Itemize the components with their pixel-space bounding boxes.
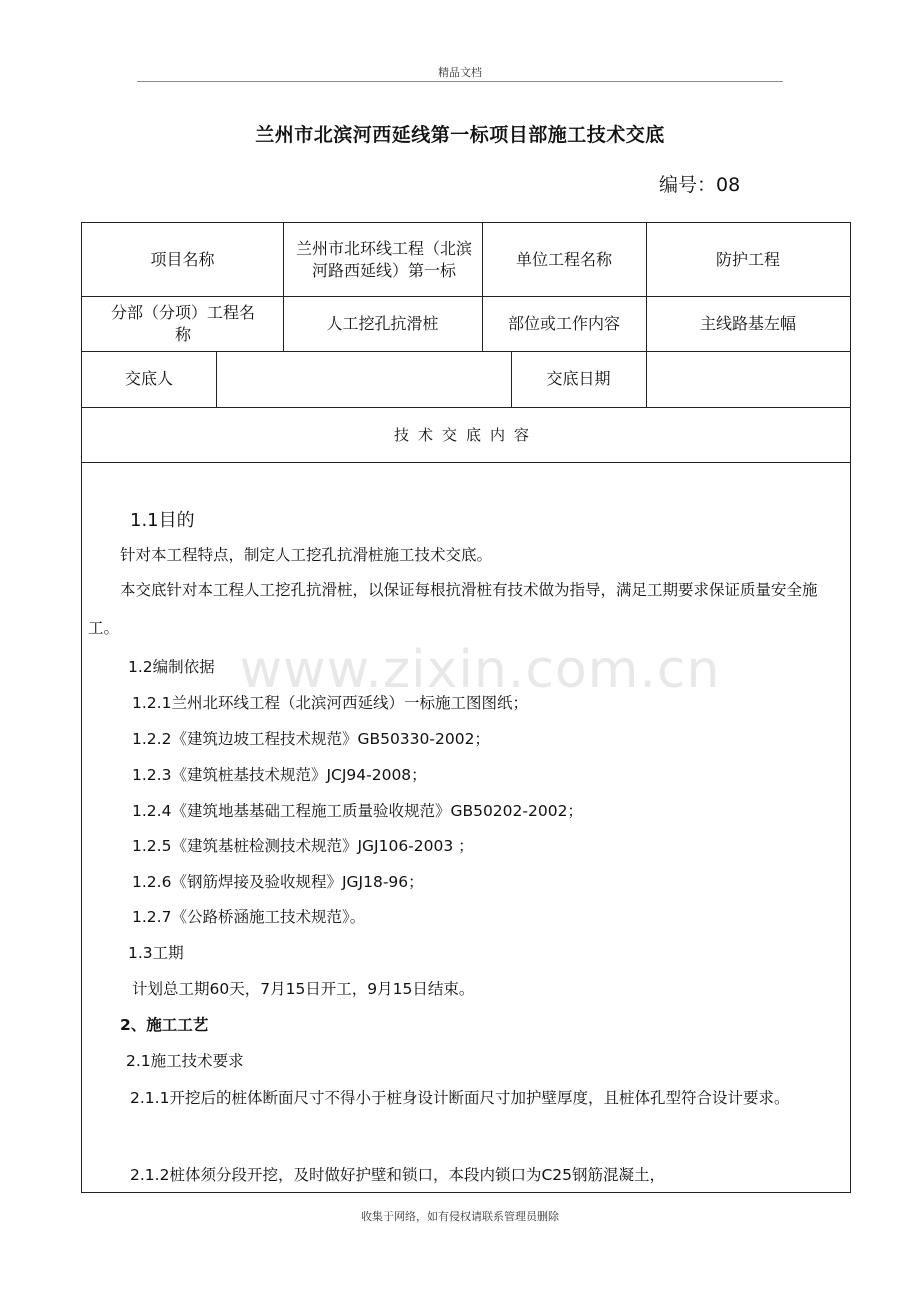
unit-project-label: 单位工程名称 <box>515 249 612 269</box>
disclosure-date-value <box>646 351 850 407</box>
content-paragraph: 2.1.2桩体须分段开挖，及时做好护壁和锁口，本段内锁口为C25钢筋混凝土， <box>130 1166 665 1184</box>
project-name-label: 项目名称 <box>150 249 215 269</box>
content-paragraph: 1.2.2《建筑边坡工程技术规范》GB50330-2002； <box>132 730 490 748</box>
content-paragraph: 1.2.5《建筑基桩检测技术规范》JGJ106-2003 ； <box>132 837 474 855</box>
section-heading: 技术交底内容 <box>393 425 538 444</box>
content-paragraph: 1.3工期 <box>128 944 184 962</box>
content-paragraph: 2.1施工技术要求 <box>126 1052 244 1070</box>
content-paragraph: 1.2.3《建筑桩基技术规范》JCJ94-2008； <box>132 766 427 784</box>
disclosure-date-label: 交底日期 <box>546 369 611 388</box>
content-paragraph: 1.2.7《公路桥涵施工技术规范》。 <box>132 908 366 926</box>
row-divider <box>82 462 850 463</box>
content-paragraph: 1.2.4《建筑地基基础工程施工质量验收规范》GB50202-2002； <box>132 802 583 820</box>
work-content-value: 主线路基左幅 <box>699 313 796 333</box>
discloser-label: 交底人 <box>124 369 173 388</box>
unit-project-value: 防护工程 <box>715 249 780 269</box>
discloser-value <box>216 351 511 407</box>
watermark: www.zixin.com.cn <box>239 640 721 700</box>
content-paragraph: 计划总工期60天，7月15日开工，9月15日结束。 <box>132 980 475 998</box>
content-paragraph: 1.1目的 <box>130 510 195 531</box>
document-title: 兰州市北滨河西延线第一标项目部施工技术交底 <box>255 124 665 146</box>
content-paragraph: 本交底针对本工程人工挖孔抗滑桩，以保证每根抗滑桩有技术做为指导，满足工期要求保证质量安全施工。 <box>88 581 818 637</box>
header-rule <box>137 81 783 82</box>
content-paragraph: 2.1.1开挖后的桩体断面尺寸不得小于桩身设计断面尺寸加护壁厚度，且桩体孔型符合设计要求。 <box>130 1089 790 1107</box>
content-heading: 2、施工工艺 <box>120 1016 209 1034</box>
content-paragraph: 1.2编制依据 <box>128 658 215 676</box>
page-header: 精品文档 <box>438 66 482 79</box>
content-paragraph: 针对本工程特点，制定人工挖孔抗滑桩施工技术交底。 <box>120 546 493 564</box>
work-content-label: 部位或工作内容 <box>507 313 620 333</box>
sub-project-label: 分部（分项）工程名称 <box>110 302 255 344</box>
document-number: 编号：08 <box>659 174 741 196</box>
project-name-value: 兰州市北环线工程（北滨河路西延线）第一标 <box>295 238 472 280</box>
content-paragraph: 1.2.6《钢筋焊接及验收规程》JGJ18-96； <box>132 873 424 891</box>
disclosure-table <box>81 222 851 1193</box>
page-footer: 收集于网络，如有侵权请联系管理员删除 <box>361 1210 559 1223</box>
sub-project-value: 人工挖孔抗滑桩 <box>326 313 439 333</box>
content-paragraph: 1.2.1兰州北环线工程（北滨河西延线）一标施工图图纸； <box>132 694 528 712</box>
